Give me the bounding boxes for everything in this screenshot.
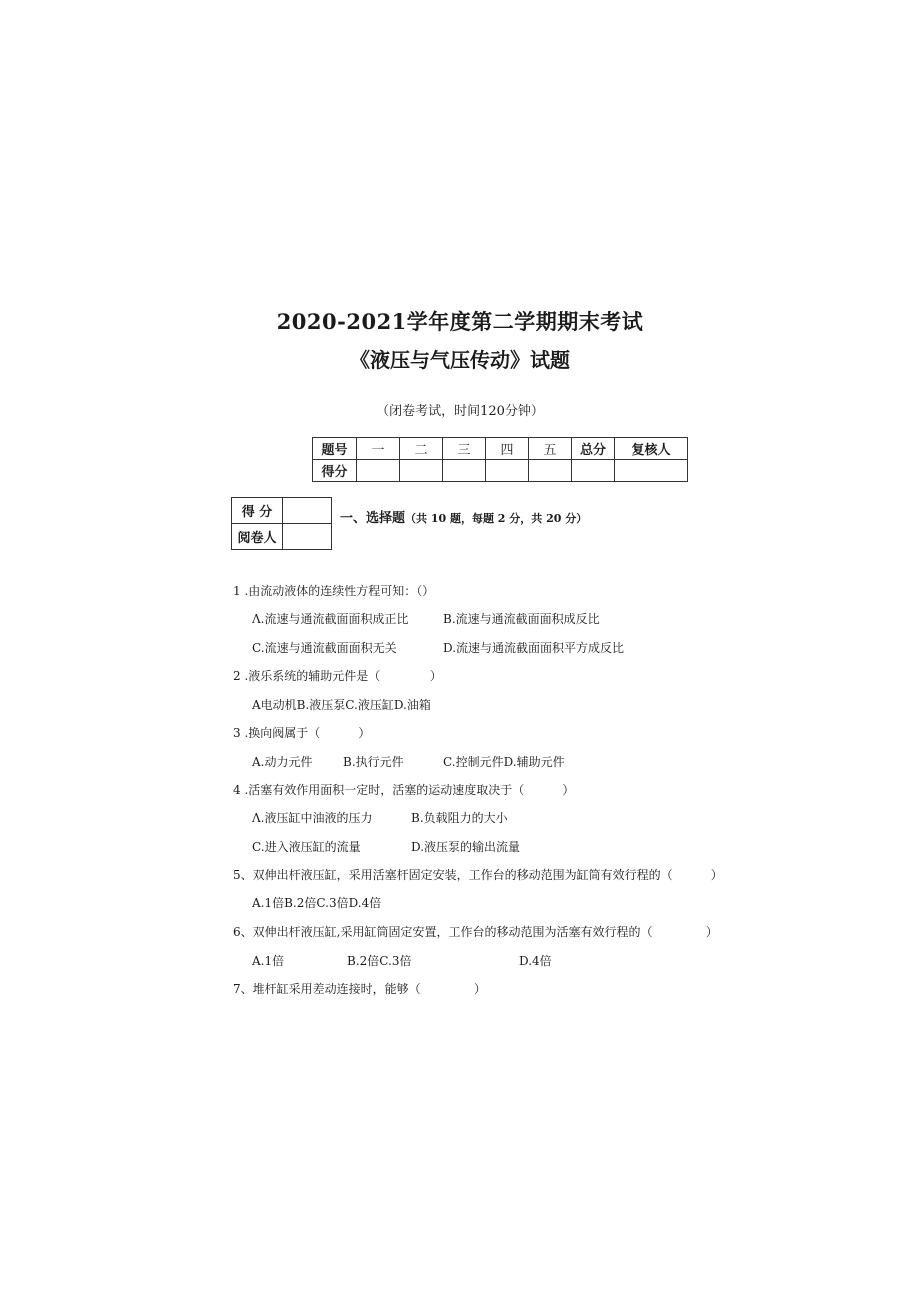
q5-options: A.1倍B.2倍C.3倍D.4倍 bbox=[252, 896, 382, 910]
question-2: 2 .液乐系统的辅助元件是（ ） bbox=[233, 669, 442, 683]
header-section-4: 四 bbox=[486, 438, 529, 460]
q3-options-ab: A.动力元件 B.执行元件 bbox=[252, 755, 404, 769]
header-total: 总分 bbox=[572, 438, 615, 460]
q6-options-bc: B.2倍C.3倍 bbox=[347, 954, 412, 968]
grader-name-cell[interactable] bbox=[283, 524, 332, 550]
header-section-5: 五 bbox=[529, 438, 572, 460]
score-cell-2[interactable] bbox=[400, 460, 443, 482]
grader-score-label: 得 分 bbox=[232, 498, 283, 524]
score-table-header-row bbox=[313, 438, 688, 460]
q6-option-a: A.1倍 bbox=[252, 954, 285, 968]
question-5: 5、双伸出杆液压缸，采用活塞杆固定安装，工作台的移动范围为缸筒有效行程的（ ） bbox=[233, 868, 723, 882]
question-3: 3 .换向阀属于（ ） bbox=[233, 726, 371, 740]
q1-option-a: Λ.流速与通流截面面积成正比 bbox=[252, 612, 409, 626]
score-cell-3[interactable] bbox=[443, 460, 486, 482]
q4-option-b: B.负载阻力的大小 bbox=[411, 811, 508, 825]
score-table bbox=[312, 437, 688, 482]
score-cell-5[interactable] bbox=[529, 460, 572, 482]
q1-option-c: C.流速与通流截面面积无关 bbox=[252, 641, 397, 655]
exam-title: 2020-2021学年度第二学期期末考试 bbox=[276, 309, 644, 334]
question-6: 6、双伸出杆液压缸,采用缸筒固定安置，工作台的移动范围为活塞有效行程的（ ） bbox=[233, 925, 718, 939]
score-cell-1[interactable] bbox=[357, 460, 400, 482]
question-1: 1 .由流动液体的连续性方程可知：（） bbox=[233, 584, 435, 598]
header-reviewer: 复核人 bbox=[615, 438, 688, 460]
grader-box bbox=[231, 497, 332, 550]
section-note: （共 10 题，每题 2 分，共 20 分） bbox=[405, 512, 588, 525]
q3-options-cd: C.控制元件D.辅助元件 bbox=[443, 755, 565, 769]
question-4: 4 .活塞有效作用面积一定时，活塞的运动速度取决于（ ） bbox=[233, 783, 575, 797]
grader-score-cell[interactable] bbox=[283, 498, 332, 524]
score-cell-4[interactable] bbox=[486, 460, 529, 482]
score-cell-total[interactable] bbox=[572, 460, 615, 482]
grader-name-label: 阅卷人 bbox=[232, 524, 283, 550]
header-section-3: 三 bbox=[443, 438, 486, 460]
header-section-2: 二 bbox=[400, 438, 443, 460]
score-cell-reviewer[interactable] bbox=[615, 460, 688, 482]
row-label-score: 得分 bbox=[313, 460, 357, 482]
section-heading bbox=[340, 507, 587, 526]
header-section-1: 一 bbox=[357, 438, 400, 460]
header-question-number: 题号 bbox=[313, 438, 357, 460]
course-title: 《液压与气压传动》试题 bbox=[350, 348, 570, 372]
q2-options: A电动机B.液压泵C.液压缸D.油箱 bbox=[252, 698, 431, 712]
q1-option-b: B.流速与通流截面面积成反比 bbox=[443, 612, 600, 626]
q6-option-d: D.4倍 bbox=[519, 954, 552, 968]
score-table-score-row bbox=[313, 460, 688, 482]
q4-option-d: D.液压泵的输出流量 bbox=[411, 840, 521, 854]
question-7: 7、堆杆缸采用差动连接时，能够（ ） bbox=[233, 982, 487, 996]
q4-option-a: Λ.液压缸中油液的压力 bbox=[252, 811, 373, 825]
q1-option-d: D.流速与通流截面面积平方成反比 bbox=[443, 641, 625, 655]
q4-option-c: C.进入液压缸的流量 bbox=[252, 840, 361, 854]
exam-subtitle: （闭卷考试，时间120分钟） bbox=[376, 404, 544, 419]
section-title: 一、选择题 bbox=[340, 511, 406, 526]
